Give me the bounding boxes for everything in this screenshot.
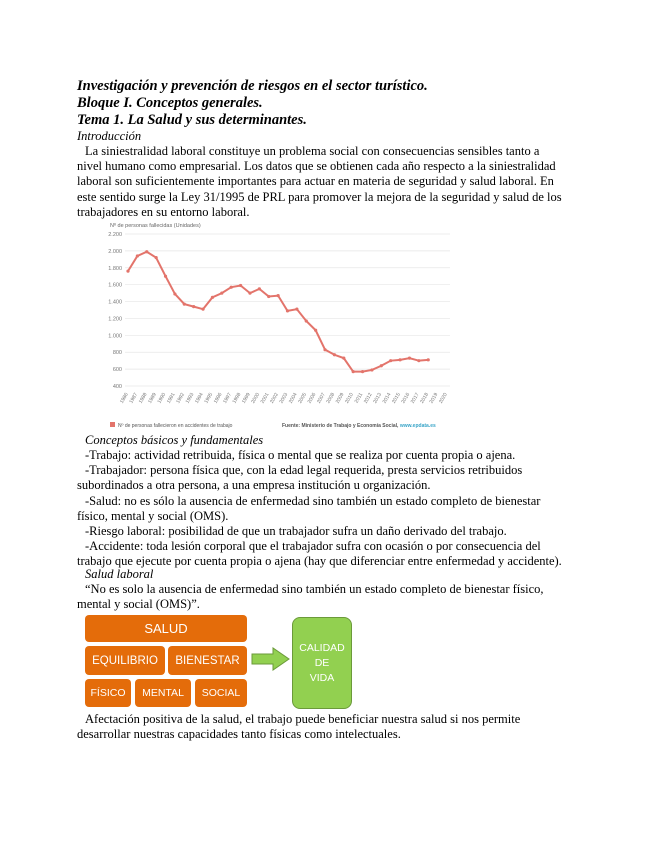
- diagram-bienestar-box: BIENESTAR: [168, 646, 247, 675]
- result-line: CALIDAD: [299, 641, 345, 654]
- x-tick-label: 1999: [240, 392, 252, 405]
- y-tick-label: 1.400: [108, 299, 122, 306]
- concept-line: -Salud: no es sólo la ausencia de enfermedad sino también un estado completo de bienestar: [85, 493, 541, 508]
- data-point: [230, 286, 233, 289]
- x-tick-label: 2010: [344, 392, 355, 405]
- data-point: [361, 370, 364, 373]
- y-tick-label: 800: [112, 350, 122, 357]
- closing-line: Afectación positiva de la salud, el trabajo puede beneficiar nuestra salud si nos permite: [85, 712, 521, 726]
- salud-quote: [77, 582, 577, 612]
- intro-line: nivel humano como empresarial. Los datos que se obtienen cada año respecto a la siniestralidad: [77, 159, 556, 174]
- doc-title-3: Tema 1. La Salud y sus determinantes.: [77, 112, 307, 128]
- x-tick-label: 2008: [325, 392, 337, 405]
- concepts-list: [77, 448, 587, 570]
- data-point: [201, 308, 204, 311]
- x-tick-label: 2015: [391, 392, 402, 405]
- x-tick-label: 2000: [250, 392, 262, 405]
- data-point: [258, 287, 261, 290]
- x-tick-label: 1995: [203, 392, 215, 405]
- intro-paragraph: [77, 144, 577, 220]
- data-point: [305, 319, 308, 322]
- data-point: [239, 284, 242, 287]
- concept-line: subordinados a otra persona, a una empresa institución u organización.: [77, 478, 431, 493]
- x-tick-label: 1991: [165, 392, 177, 405]
- salud-heading: Salud laboral: [85, 567, 154, 581]
- intro-line: laboral son suficientemente importantes para actuar en materia de seguridad y salud laboral. En: [77, 174, 554, 189]
- x-tick-label: 2011: [353, 392, 365, 405]
- doc-title-1: Investigación y prevención de riesgos en el sector turístico.: [77, 78, 428, 94]
- data-point: [145, 250, 148, 253]
- data-point: [408, 357, 411, 360]
- quote-line: mental y social (OMS)”.: [77, 597, 200, 612]
- x-tick-label: 1993: [184, 392, 196, 405]
- x-tick-label: 1988: [137, 392, 149, 405]
- data-point: [427, 358, 430, 361]
- y-tick-label: 1.200: [108, 316, 122, 323]
- quote-line: “No es solo la ausencia de enfermedad sino también un estado completo de bienestar físico,: [85, 582, 544, 596]
- data-point: [126, 270, 129, 273]
- x-tick-label: 2012: [362, 392, 374, 405]
- intro-line: este sentido surge la Ley 31/1995 de PRL para promover la mejora de la seguridad y salud de los: [77, 189, 562, 204]
- chart-source-site: www.epdata.es: [399, 423, 436, 429]
- data-point: [370, 368, 373, 371]
- result-line: DE: [314, 656, 330, 669]
- chart-source-text: Fuente: Ministerio de Trabajo y Economía Social,: [282, 423, 400, 429]
- x-tick-label: 1989: [147, 392, 158, 405]
- fatalities-line-chart: [100, 218, 460, 433]
- x-tick-label: 2016: [400, 392, 412, 405]
- concept-line: trabajo que ejecute por cuenta propia o ajena (hay que diferenciar entre enfermedad y accidente).: [77, 554, 562, 569]
- concept-line: -Trabajo: actividad retribuida, física o mental que se realiza por cuenta propia o ajena.: [85, 448, 516, 462]
- data-point: [333, 353, 336, 356]
- data-point: [398, 358, 401, 361]
- series-line: [128, 252, 428, 372]
- data-point: [164, 275, 167, 278]
- y-tick-label: 600: [112, 367, 122, 374]
- data-point: [295, 308, 298, 311]
- data-point: [155, 256, 158, 259]
- x-tick-label: 2017: [409, 392, 421, 405]
- data-point: [389, 359, 392, 362]
- x-tick-label: 2019: [428, 392, 440, 405]
- x-tick-label: 2005: [297, 392, 308, 405]
- data-point: [267, 295, 270, 298]
- x-tick-label: 1998: [231, 392, 243, 405]
- chart-source: [282, 423, 436, 429]
- intro-line: trabajadores en su entorno laboral.: [77, 204, 250, 219]
- diagram-salud-box: SALUD: [85, 615, 247, 642]
- x-tick-label: 2001: [259, 392, 271, 405]
- data-point: [380, 364, 383, 367]
- closing-paragraph: [77, 712, 577, 742]
- diagram-social-box: SOCIAL: [195, 679, 247, 707]
- x-tick-label: 2018: [419, 392, 430, 405]
- y-tick-label: 400: [112, 384, 122, 390]
- y-tick-label: 2.000: [108, 248, 122, 255]
- data-point: [352, 370, 355, 373]
- data-point: [192, 305, 195, 308]
- concept-line: físico, mental y social (OMS).: [77, 508, 229, 523]
- intro-line: La siniestralidad laboral constituye un problema social con consecuencias sensibles tanto a: [85, 144, 540, 158]
- data-point: [248, 292, 251, 295]
- y-tick-label: 2.200: [108, 232, 122, 238]
- data-point: [173, 292, 176, 295]
- x-tick-label: 1997: [222, 392, 233, 405]
- x-tick-label: 1996: [212, 392, 224, 405]
- x-tick-label: 1986: [118, 392, 130, 405]
- data-point: [417, 359, 420, 362]
- diagram-equilibrio-box: EQUILIBRIO: [85, 646, 165, 675]
- x-tick-label: 2004: [287, 392, 299, 405]
- y-tick-label: 1.000: [108, 333, 122, 340]
- legend-label: Nº de personas fallecieron en accidentes de trabajo: [118, 423, 233, 429]
- concept-line: -Trabajador: persona física que, con la edad legal requerida, presta servicios retribuidos: [85, 463, 523, 478]
- x-tick-label: 1990: [156, 392, 168, 405]
- data-point: [220, 292, 223, 295]
- x-tick-label: 2007: [316, 392, 327, 405]
- data-point: [211, 296, 214, 299]
- diagram-mental-box: MENTAL: [135, 679, 191, 707]
- x-tick-label: 2006: [306, 392, 318, 405]
- x-tick-label: 2014: [381, 392, 393, 405]
- data-point: [136, 254, 139, 257]
- diagram-calidad-de-vida-box: [292, 617, 352, 709]
- data-point: [314, 329, 317, 332]
- data-point: [286, 309, 289, 312]
- doc-title-2: Bloque I. Conceptos generales.: [77, 95, 263, 111]
- x-tick-label: 1994: [194, 392, 205, 405]
- result-line: VIDA: [309, 671, 335, 684]
- concept-line: -Riesgo laboral: posibilidad de que un trabajador sufra un daño derivado del trabajo.: [85, 524, 507, 539]
- chart-ylabel: Nº de personas fallecidas (Unidades): [110, 223, 201, 229]
- x-tick-label: 1987: [128, 392, 140, 405]
- intro-heading: Introducción: [77, 129, 142, 143]
- closing-line: desarrollar nuestras capacidades tanto físicas como intelectuales.: [77, 727, 401, 742]
- data-point: [277, 294, 280, 297]
- data-point: [342, 357, 345, 360]
- x-tick-label: 1992: [175, 392, 187, 405]
- y-tick-label: 1.800: [108, 265, 122, 272]
- x-tick-label: 2003: [278, 392, 290, 405]
- concept-line: -Accidente: toda lesión corporal que el trabajador sufra con ocasión o por consecuencia del: [85, 539, 541, 554]
- y-tick-label: 1.600: [108, 282, 122, 289]
- x-tick-label: 2002: [269, 392, 280, 405]
- diagram-fisico-box: FÍSICO: [85, 679, 131, 707]
- data-point: [183, 302, 186, 305]
- legend-marker: [110, 422, 115, 427]
- arrow-right-icon: [251, 647, 291, 671]
- x-tick-label: 2013: [372, 392, 384, 405]
- concepts-heading: Conceptos básicos y fundamentales: [85, 433, 264, 447]
- x-tick-label: 2009: [334, 392, 346, 405]
- data-point: [323, 348, 326, 351]
- x-tick-label: 2020: [437, 392, 449, 405]
